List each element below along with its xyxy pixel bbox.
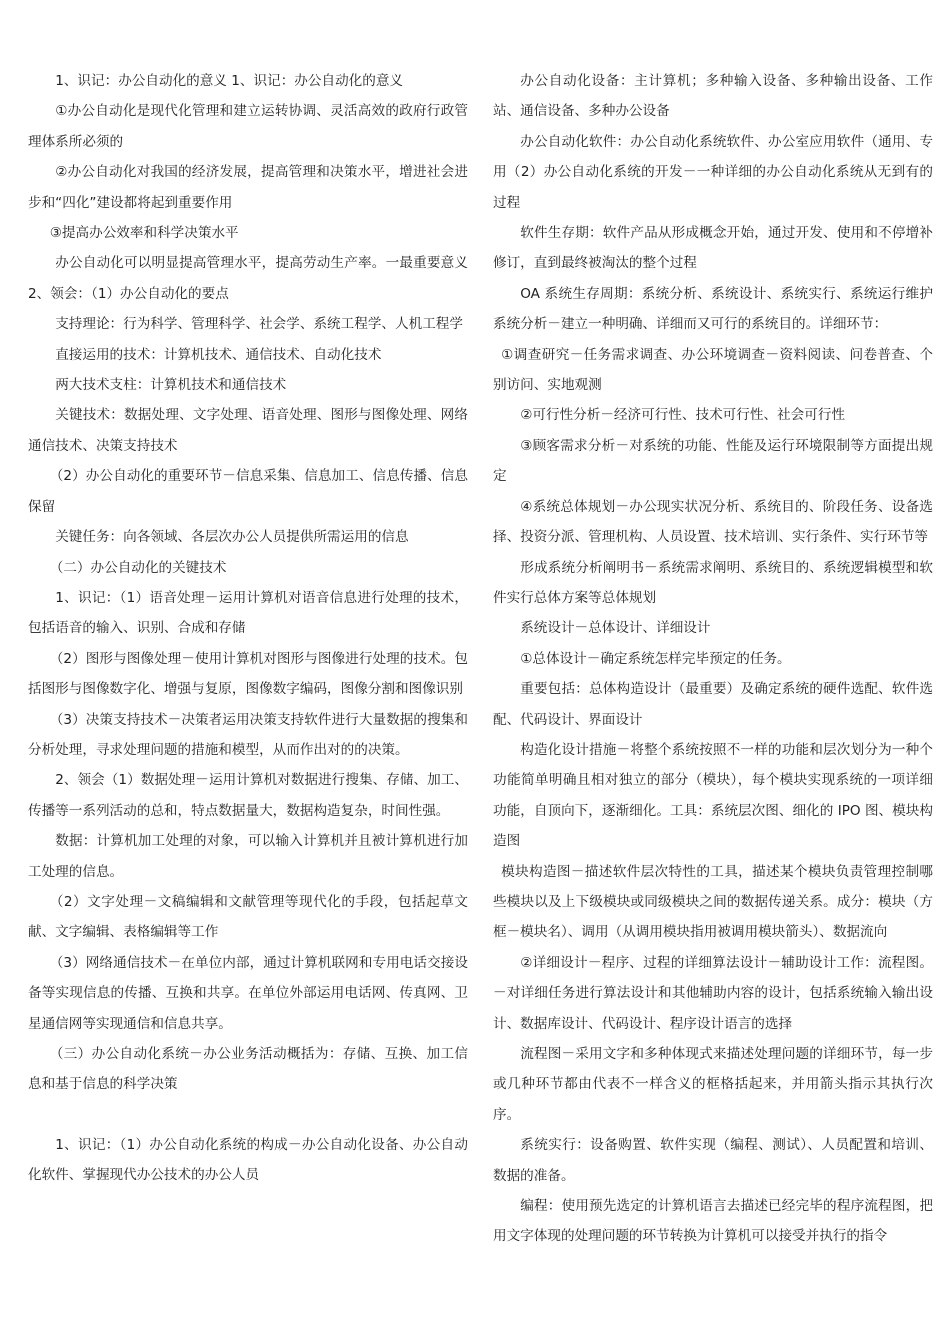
paragraph: 1、识记：（1）办公自动化系统的构成－办公自动化设备、办公自动化软件、掌握现代办公技术的办公人员 bbox=[28, 1136, 468, 1184]
paragraph: 1、识记：办公自动化的意义 1、识记：办公自动化的意义 bbox=[55, 73, 404, 89]
paragraph: （3）网络通信技术－在单位内部，通过计算机联网和专用电话交接设备等实现信息的传播、互换和共享。在单位外部运用电话网、传真网、卫星通信网等实现通信和信息共享。 bbox=[28, 954, 468, 1032]
left-column bbox=[28, 66, 468, 1191]
paragraph: OA 系统生存周期：系统分析、系统设计、系统实行、系统运行维护系统分析－建立一种明确、详细而又可行的系统目的。详细环节： bbox=[493, 285, 933, 333]
paragraph: 关键任务：向各领域、各层次办公人员提供所需运用的信息 bbox=[55, 529, 409, 546]
paragraph: 形成系统分析阐明书－系统需求阐明、系统目的、系统逻辑模型和软件实行总体方案等总体规划 bbox=[493, 559, 933, 606]
paragraph: 模块构造图－描述软件层次特性的工具，描述某个模块负责管理控制哪些模块以及上下级模块或同级模块之间的数据传递关系。成分：模块（方框－模块名）、调用（从调用模块指用被调用模块箭头）、数据流向 bbox=[493, 863, 933, 941]
paragraph: （3）决策支持技术－决策者运用决策支持软件进行大量数据的搜集和分析处理，寻求处理问题的措施和模型，从而作出对的的决策。 bbox=[28, 711, 468, 758]
paragraph: 重要包括：总体构造设计（最重要）及确定系统的硬件选配、软件选配、代码设计、界面设计 bbox=[493, 681, 933, 728]
paragraph: ①办公自动化是现代化管理和建立运转协调、灵活高效的政府行政管理体系所必须的 bbox=[28, 103, 468, 150]
paragraph: ①总体设计－确定系统怎样完毕预定的任务。 bbox=[520, 650, 791, 667]
paragraph: 支持理论：行为科学、管理科学、社会学、系统工程学、人机工程学 bbox=[55, 316, 463, 333]
paragraph: ①调查研究－任务需求调查、办公环境调查－资料阅读、问卷普查、个别访问、实地观测 bbox=[493, 346, 933, 394]
paragraph: 两大技术支柱：计算机技术和通信技术 bbox=[55, 377, 287, 394]
paragraph: ④系统总体规划－办公现实状况分析、系统目的、阶段任务、设备选择、投资分派、管理机构、人员设置、技术培训、实行条件、实行环节等 bbox=[493, 498, 933, 546]
paragraph: （2）图形与图像处理－使用计算机对图形与图像进行处理的技术。包括图形与图像数字化、增强与复原，图像数字编码，图像分割和图像识别 bbox=[28, 650, 468, 698]
paragraph: 构造化设计措施－将整个系统按照不一样的功能和层次划分为一种个功能简单明确且相对独立的部分（模块），每个模块实现系统的一项详细功能，自顶向下，逐渐细化。工具：系统层次图、细化的 IPO 图、模块构造图 bbox=[493, 741, 933, 850]
paragraph: ②详细设计－程序、过程的详细算法设计－辅助设计工作：流程图。－对详细任务进行算法设计和其他辅助内容的设计，包括系统输入输出设计、数据库设计、代码设计、程序设计语言的选择 bbox=[493, 954, 933, 1032]
paragraph: 直接运用的技术：计算机技术、通信技术、自动化技术 bbox=[55, 346, 382, 363]
paragraph: 编程：使用预先选定的计算机语言去描述已经完毕的程序流程图，把用文字体现的处理问题的环节转换为计算机可以接受并执行的指令 bbox=[493, 1198, 933, 1245]
paragraph: 办公自动化软件：办公自动化系统软件、办公室应用软件（通用、专用（2）办公自动化系统的开发－一种详细的办公自动化系统从无到有的过程 bbox=[493, 133, 933, 211]
blank-line bbox=[28, 1100, 468, 1130]
paragraph: ②办公自动化对我国的经济发展，提高管理和决策水平，增进社会进步和“四化”建设都将起到重要作用 bbox=[28, 164, 468, 211]
paragraph: 流程图－采用文字和多种体现式来描述处理问题的详细环节，每一步或几种环节都由代表不一样含义的框格括起来，并用箭头指示其执行次序。 bbox=[493, 1046, 933, 1123]
paragraph: 2、领会（1）数据处理－运用计算机对数据进行搜集、存储、加工、传播等一系列活动的总和，特点数据量大，数据构造复杂，时间性强。 bbox=[28, 772, 468, 819]
right-column bbox=[493, 66, 933, 1252]
paragraph: ②可行性分析－经济可行性、技术可行性、社会可行性 bbox=[520, 407, 846, 424]
paragraph: 数据：计算机加工处理的对象，可以输入计算机并且被计算机进行加工处理的信息。 bbox=[28, 833, 468, 880]
paragraph: 办公自动化可以明显提高管理水平，提高劳动生产率。一最重要意义 2、领会：（1）办公自动化的要点 bbox=[28, 255, 468, 302]
paragraph: （2）文字处理－文稿编辑和文献管理等现代化的手段，包括起草文献、文字编辑、表格编辑等工作 bbox=[28, 893, 468, 941]
paragraph: 系统实行：设备购置、软件实现（编程、测试）、人员配置和培训、数据的准备。 bbox=[493, 1137, 933, 1184]
paragraph: （2）办公自动化的重要环节－信息采集、信息加工、信息传播、信息保留 bbox=[28, 468, 468, 515]
paragraph: 系统设计－总体设计、详细设计 bbox=[520, 620, 711, 637]
section-heading: （二）办公自动化的关键技术 bbox=[49, 559, 227, 576]
paragraph: 软件生存期：软件产品从形成概念开始，通过开发、使用和不停增补修订，直到最终被淘汰的整个过程 bbox=[493, 225, 933, 272]
paragraph: ③提高办公效率和科学决策水平 bbox=[49, 225, 239, 242]
section-heading: （三）办公自动化系统－办公业务活动概括为：存储、互换、加工信息和基于信息的科学决策 bbox=[28, 1046, 468, 1093]
paragraph: 办公自动化设备：主计算机；多种输入设备、多种输出设备、工作站、通信设备、多种办公设备 bbox=[493, 73, 933, 120]
paragraph: 1、识记：（1）语音处理－运用计算机对语音信息进行处理的技术，包括语音的输入、识别、合成和存储 bbox=[28, 589, 468, 637]
paragraph: ③顾客需求分析－对系统的功能、性能及运行环境限制等方面提出规定 bbox=[493, 437, 933, 485]
paragraph: 关键技术：数据处理、文字处理、语音处理、图形与图像处理、网络通信技术、决策支持技术 bbox=[28, 407, 468, 454]
